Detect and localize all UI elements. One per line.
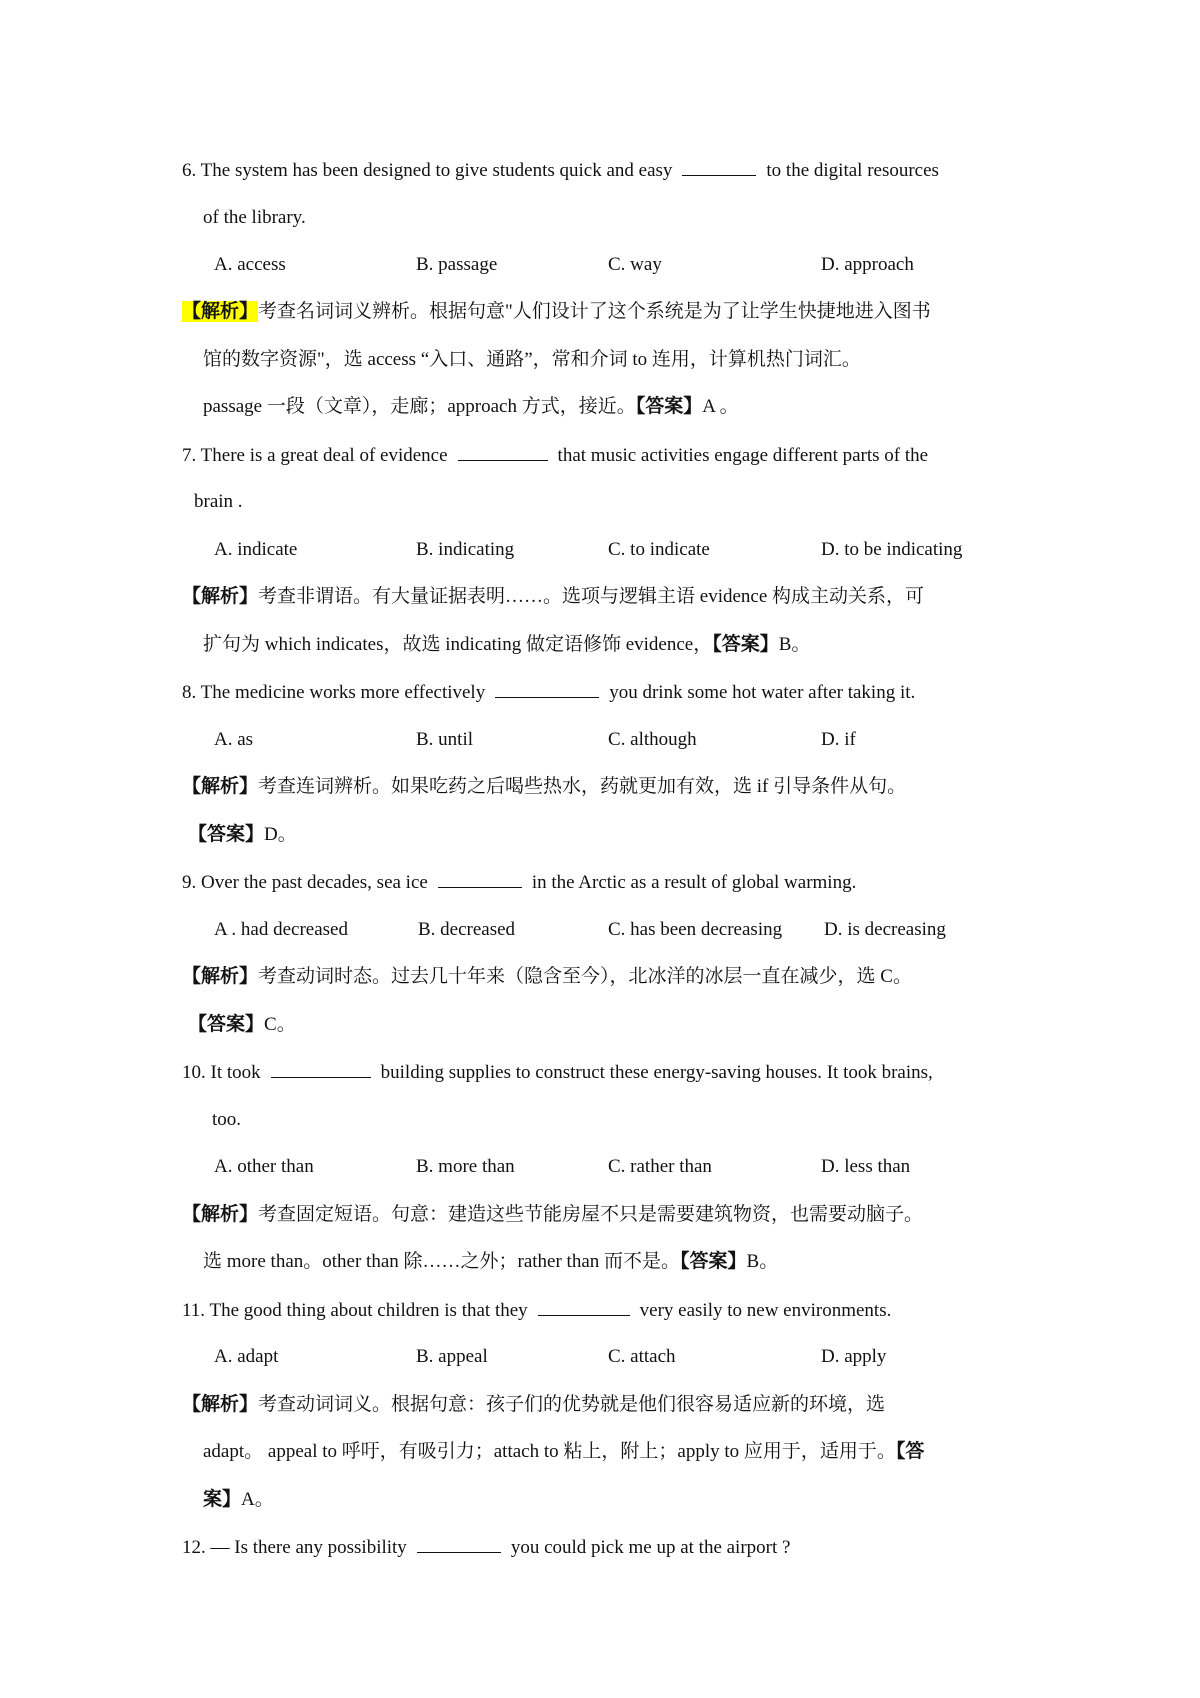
answer-value: B。 bbox=[746, 1251, 779, 1272]
explanation-tag: 【解析】 bbox=[182, 776, 259, 797]
stem-text: — Is there any possibility bbox=[210, 1537, 407, 1558]
question-number: 6. bbox=[182, 160, 197, 181]
answer-value: A。 bbox=[241, 1489, 274, 1510]
question-10-option-b: B. more than bbox=[416, 1156, 515, 1177]
stem-text: you could pick me up at the airport ? bbox=[510, 1537, 791, 1558]
question-8-option-c: C. although bbox=[608, 729, 697, 750]
question-6-option-c: C. way bbox=[608, 254, 662, 275]
question-8-option-b: B. until bbox=[416, 729, 474, 750]
stem-text: very easily to new environments. bbox=[639, 1300, 892, 1321]
question-6-explanation-line2: 馆的数字资源"，选 access “入口、通路”，常和介词 to 连用，计算机热门词汇。 bbox=[203, 349, 861, 370]
stem-text: that music activities engage different parts of the bbox=[557, 445, 929, 466]
question-9-answer bbox=[188, 1013, 296, 1037]
explanation-text: adapt。 appeal to 呼吁，有吸引力；attach to 粘上，附上；apply to 应用于，适用于。 bbox=[203, 1441, 896, 1462]
question-number: 7. bbox=[182, 445, 197, 466]
question-9-stem bbox=[182, 870, 856, 895]
explanation-text: 考查名词词义辨析。根据句意"人们设计了这个系统是为了让学生快捷地进入图书 bbox=[258, 301, 931, 322]
stem-text: building supplies to construct these energy-saving houses. It took brains, bbox=[380, 1062, 933, 1083]
answer-value: C。 bbox=[264, 1014, 296, 1035]
question-9-option-b: B. decreased bbox=[418, 919, 516, 940]
answer-blank bbox=[538, 1298, 630, 1316]
question-10-stem-cont: too. bbox=[212, 1109, 242, 1130]
question-7-option-a: A. indicate bbox=[214, 539, 298, 560]
question-9-option-a: A . had decreased bbox=[214, 919, 348, 940]
answer-tag: 【答案】 bbox=[188, 824, 265, 845]
explanation-text: 考查固定短语。句意：建造这些节能房屋不只是需要建筑物资，也需要动脑子。 bbox=[258, 1204, 924, 1225]
question-11-option-c: C. attach bbox=[608, 1346, 676, 1367]
explanation-text: 考查非谓语。有大量证据表明……。选项与逻辑主语 evidence 构成主动关系，可 bbox=[258, 586, 925, 607]
answer-value: D。 bbox=[264, 824, 297, 845]
answer-blank bbox=[458, 443, 548, 461]
question-6-stem-cont: of the library. bbox=[203, 207, 306, 228]
question-9-option-c: C. has been decreasing bbox=[608, 919, 783, 940]
answer-value: B。 bbox=[778, 634, 811, 655]
explanation-text: 选 more than。other than 除……之外；rather than 而不是。 bbox=[203, 1251, 681, 1272]
explanation-text: passage 一段（文章），走廊；approach 方式，接近。 bbox=[203, 396, 636, 417]
stem-text: to the digital resources bbox=[766, 160, 939, 181]
question-10-option-d: D. less than bbox=[821, 1156, 911, 1177]
question-number: 11. bbox=[182, 1300, 206, 1321]
explanation-text: 考查连词辨析。如果吃药之后喝些热水，药就更加有效，选 if 引导条件从句。 bbox=[258, 776, 907, 797]
answer-tag: 【答案】 bbox=[635, 396, 703, 417]
explanation-text: 扩句为 which indicates，故选 indicating 做定语修饰 evidence， bbox=[203, 634, 713, 655]
question-11-explanation bbox=[182, 1393, 885, 1417]
question-11-answer bbox=[203, 1488, 274, 1512]
question-number: 8. bbox=[182, 682, 197, 703]
answer-blank bbox=[495, 680, 599, 698]
explanation-tag: 【解析】 bbox=[182, 586, 259, 607]
question-6-option-b: B. passage bbox=[416, 254, 498, 275]
stem-text: in the Arctic as a result of global warming. bbox=[531, 872, 857, 893]
question-8-stem bbox=[182, 680, 915, 705]
explanation-text: 考查动词时态。过去几十年来（隐含至今），北冰洋的冰层一直在减少，选 C。 bbox=[258, 966, 912, 987]
question-12-stem bbox=[182, 1535, 790, 1560]
question-6-option-a: A. access bbox=[214, 254, 286, 275]
question-11-option-d: D. apply bbox=[821, 1346, 887, 1367]
question-11-option-b: B. appeal bbox=[416, 1346, 488, 1367]
question-7-stem bbox=[182, 443, 928, 468]
question-7-option-c: C. to indicate bbox=[608, 539, 710, 560]
question-6-option-d: D. approach bbox=[821, 254, 914, 275]
question-7-option-b: B. indicating bbox=[416, 539, 515, 560]
answer-blank bbox=[438, 870, 522, 888]
answer-tag: 【答案】 bbox=[188, 1014, 265, 1035]
question-10-stem bbox=[182, 1060, 933, 1085]
question-7-explanation bbox=[182, 585, 924, 609]
question-6-explanation bbox=[182, 300, 931, 324]
question-8-answer bbox=[188, 823, 297, 847]
question-8-option-d: D. if bbox=[821, 729, 856, 750]
answer-blank bbox=[682, 158, 756, 176]
explanation-tag: 【解析】 bbox=[182, 966, 259, 987]
stem-text: you drink some hot water after taking it. bbox=[609, 682, 916, 703]
question-11-explanation-line2 bbox=[203, 1440, 924, 1464]
question-8-option-a: A. as bbox=[214, 729, 254, 750]
answer-blank bbox=[417, 1535, 501, 1553]
answer-tag: 案】 bbox=[203, 1489, 242, 1510]
question-9-explanation bbox=[182, 965, 912, 989]
answer-tag: 【答案】 bbox=[712, 634, 779, 655]
question-9-option-d: D. is decreasing bbox=[824, 919, 946, 940]
answer-value: A 。 bbox=[702, 396, 739, 417]
question-6-explanation-line3 bbox=[203, 395, 739, 419]
answer-tag: 【答案】 bbox=[680, 1251, 747, 1272]
stem-text: The medicine works more effectively bbox=[200, 682, 486, 703]
question-10-option-c: C. rather than bbox=[608, 1156, 712, 1177]
stem-text: It took bbox=[210, 1062, 261, 1083]
question-7-option-d: D. to be indicating bbox=[821, 539, 963, 560]
question-number: 10. bbox=[182, 1062, 206, 1083]
question-6-stem bbox=[182, 158, 939, 183]
question-11-option-a: A. adapt bbox=[214, 1346, 279, 1367]
question-10-option-a: A. other than bbox=[214, 1156, 314, 1177]
answer-blank bbox=[271, 1060, 371, 1078]
question-10-explanation bbox=[182, 1203, 923, 1227]
stem-text: The good thing about children is that they bbox=[209, 1300, 528, 1321]
stem-text: Over the past decades, sea ice bbox=[201, 872, 428, 893]
stem-text: The system has been designed to give students quick and easy bbox=[200, 160, 673, 181]
explanation-tag: 【解析】 bbox=[182, 301, 259, 322]
explanation-tag: 【解析】 bbox=[182, 1204, 259, 1225]
answer-tag: 【答 bbox=[895, 1441, 925, 1462]
explanation-text: 考查动词词义。根据句意：孩子们的优势就是他们很容易适应新的环境，选 bbox=[258, 1394, 886, 1415]
question-10-explanation-line2 bbox=[203, 1250, 778, 1274]
question-number: 12. bbox=[182, 1537, 206, 1558]
question-8-explanation bbox=[182, 775, 906, 799]
question-number: 9. bbox=[182, 872, 197, 893]
stem-text: There is a great deal of evidence bbox=[200, 445, 448, 466]
explanation-tag: 【解析】 bbox=[182, 1394, 259, 1415]
question-7-stem-cont: brain . bbox=[194, 491, 243, 512]
question-7-explanation-line2 bbox=[203, 633, 810, 657]
question-11-stem bbox=[182, 1298, 891, 1323]
